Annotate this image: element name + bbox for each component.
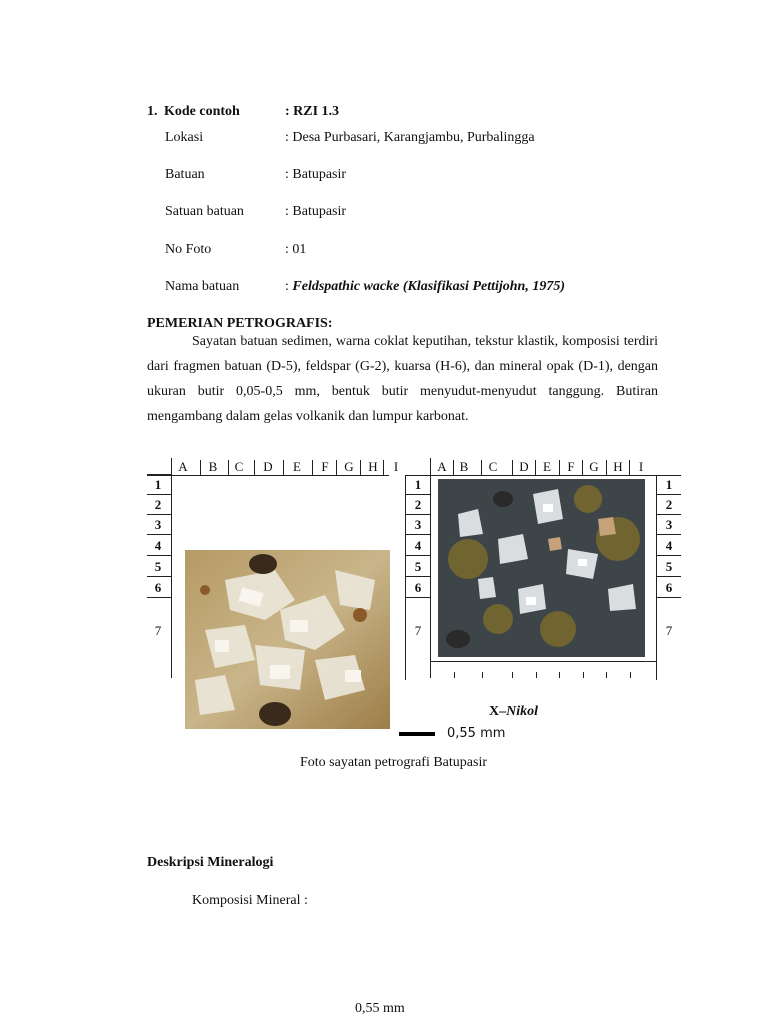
grid-row-separator [405,597,430,598]
nofoto-value: : 01 [285,242,307,257]
scale-label: 0,55 mm [447,726,506,741]
grid-letter-left-c: C [234,459,244,474]
grid-number-middle-5: 5 [414,559,422,574]
lokasi-value: : Desa Purbasari, Karangjambu, Purbalingga [285,130,535,145]
xpl-photomicrograph [438,479,645,657]
grid-letter-left-i: I [393,459,399,474]
nofoto-label: No Foto [165,242,212,257]
petrografi-paragraph: Sayatan batuan sedimen, warna coklat keputihan, tekstur klastik, komposisi terdiri dari fragmen batuan (D-5), feldspar (G-2), kuarsa (H-6), dan mineral opak (D-1), dengan ukuran butir 0,05-0,5 mm, bentuk butir menyudut-menyudut tanggung. Butiran mengambang dalam gelas volkanik dan lumpur karbonat. [147,334,658,424]
nama-colon: : [285,279,293,294]
grid-tick [536,672,537,678]
grid-separator [582,460,583,475]
grid-separator [200,460,201,475]
grid-number-left-3: 3 [154,517,162,532]
grid-separator [481,460,482,475]
lokasi-label: Lokasi [165,130,204,145]
grid-separator [535,460,536,475]
grid-row-separator [405,514,430,515]
grid-separator [606,460,607,475]
grid-letter-right-d: D [519,459,529,474]
grid-row-separator [147,597,171,598]
grid-number-right-2: 2 [665,497,673,512]
xnikol-label: X–Nikol [489,704,539,719]
grid-row-separator [656,514,681,515]
grid-row-separator [405,534,430,535]
grid-letter-left-f: F [321,459,329,474]
grid-separator [254,460,255,475]
grid-row-separator [405,494,430,495]
grid-number-middle-4: 4 [414,538,422,553]
grid-number-left-2: 2 [154,497,162,512]
grid-tick [606,672,607,678]
grid-separator [283,460,284,475]
grid-tick [454,672,455,678]
grid-number-right-3: 3 [665,517,673,532]
grid-row-separator [147,534,171,535]
grid-row-separator [656,555,681,556]
grid-letter-left-d: D [263,459,273,474]
grid-row-separator [147,555,171,556]
footer-scale-label: 0,55 mm [355,1001,405,1016]
grid-letter-right-b: B [459,459,469,474]
kode-value: : RZI 1.3 [285,104,340,119]
grid-tick [630,672,631,678]
sample-number: 1. [147,104,158,119]
grid-separator [228,460,229,475]
grid-separator [559,460,560,475]
grid-letter-left-b: B [208,459,218,474]
grid-tick [583,672,584,678]
grid-separator [336,460,337,475]
grid-number-right-4: 4 [665,538,673,553]
grid-separator [629,460,630,475]
grid-separator [453,460,454,475]
grid-tick [512,672,513,678]
mineralogi-heading: Deskripsi Mineralogi [147,855,274,870]
komposisi-label: Komposisi Mineral : [192,893,308,908]
satuan-label: Satuan batuan [165,204,244,219]
grid-row-separator [147,514,171,515]
grid-letter-left-e: E [293,459,301,474]
grid-letter-left-a: A [178,459,188,474]
grid-number-middle-1: 1 [414,477,422,492]
grid-row-separator [656,597,681,598]
kode-label: Kode contoh [164,104,240,119]
figure-caption: Foto sayatan petrografi Batupasir [300,755,488,770]
grid-number-middle-3: 3 [414,517,422,532]
grid-separator [312,460,313,475]
grid-number-left-7: 7 [154,623,162,638]
batuan-label: Batuan [165,167,205,182]
grid-row-separator [147,494,171,495]
grid-letter-right-c: C [488,459,498,474]
grid-separator [512,460,513,475]
grid-separator [383,460,384,475]
grid-row-separator [147,576,171,577]
grid-number-middle-6: 6 [414,580,422,595]
grid-letter-right-i: I [638,459,644,474]
grid-number-right-6: 6 [665,580,673,595]
grid-letter-left-g: G [344,459,354,474]
grid-number-right-7: 7 [665,623,673,638]
nama-label: Nama batuan [165,279,240,294]
nama-value-line [285,279,565,295]
grid-letter-right-a: A [437,459,447,474]
grid-letter-left-h: H [368,459,378,474]
grid-tick [482,672,483,678]
grid-tick [559,672,560,678]
satuan-value: : Batupasir [285,204,347,219]
grid-number-left-1: 1 [154,477,162,492]
batuan-value: : Batupasir [285,167,347,182]
grid-number-right-1: 1 [665,477,673,492]
grid-row-separator [405,576,430,577]
grid-letter-right-e: E [543,459,551,474]
grid-number-middle-2: 2 [414,497,422,512]
grid-letter-right-h: H [613,459,623,474]
nama-value: Feldspathic wacke (Klasifikasi Pettijohn, 1975) [292,279,566,294]
grid-row-separator [656,576,681,577]
petrografi-heading: PEMERIAN PETROGRAFIS: [147,316,333,331]
grid-number-middle-7: 7 [414,623,422,638]
scale-bar [399,732,435,736]
grid-row-separator [656,534,681,535]
grid-number-right-5: 5 [665,559,673,574]
grid-letter-right-g: G [589,459,599,474]
grid-letter-right-f: F [567,459,575,474]
grid-number-left-4: 4 [154,538,162,553]
grid-row-separator [656,494,681,495]
ppl-photomicrograph [185,550,390,729]
grid-number-left-5: 5 [154,559,162,574]
grid-number-left-6: 6 [154,580,162,595]
grid-row-separator [405,555,430,556]
grid-separator [360,460,361,475]
